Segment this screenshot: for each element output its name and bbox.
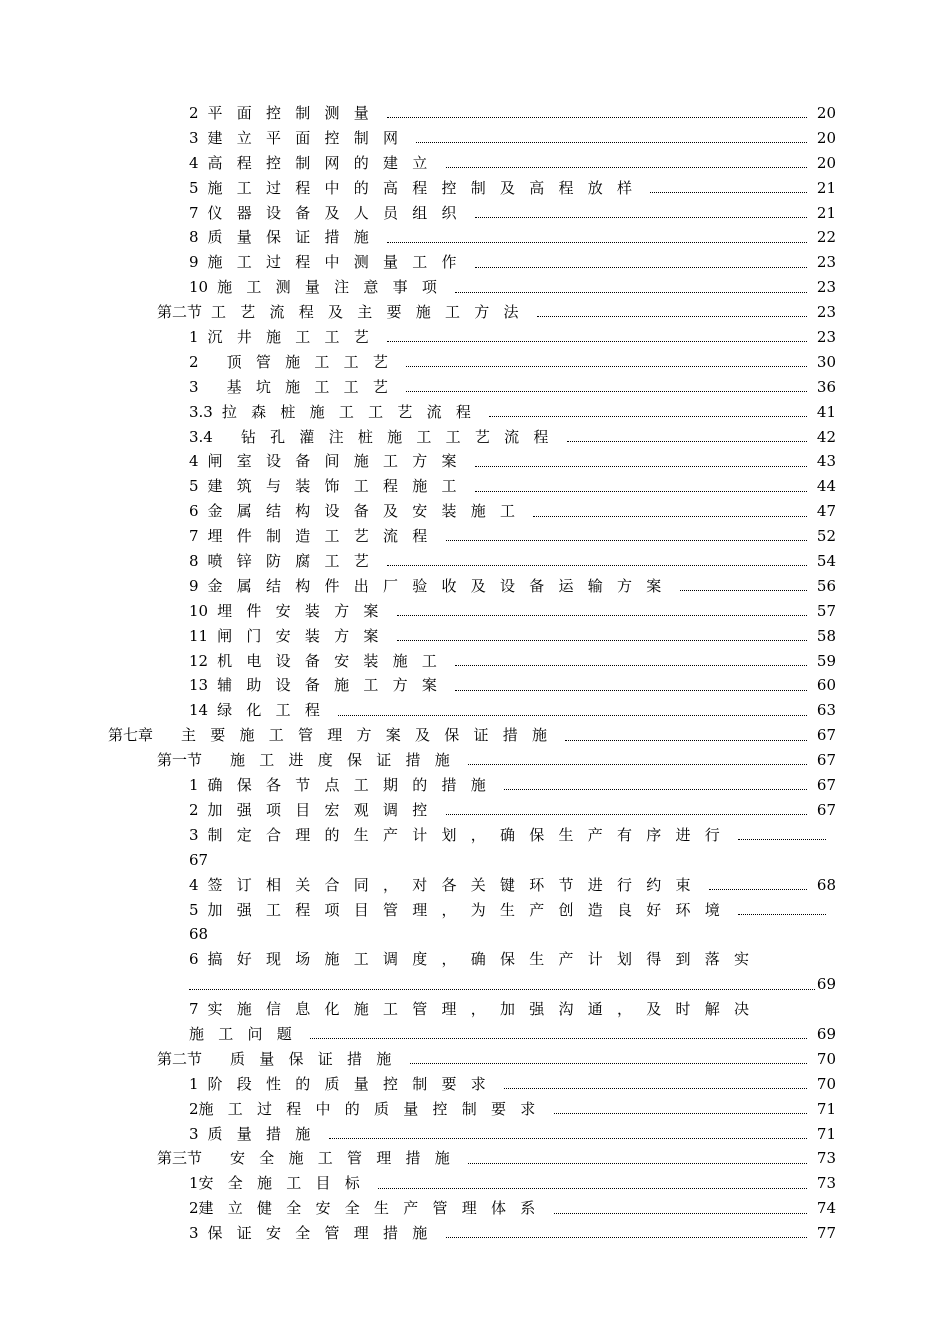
toc-entry[interactable]: [189, 375, 950, 400]
dot-leader: [504, 778, 807, 793]
toc-entry-number: 2: [189, 1199, 199, 1218]
dot-leader: [397, 604, 807, 619]
toc-entry-title: 阶段性的质量控制要求: [207, 1074, 501, 1093]
toc-entry[interactable]: [189, 400, 950, 425]
toc-row: [189, 350, 836, 375]
toc-entry-label: [189, 524, 442, 549]
toc-entry[interactable]: [189, 1072, 950, 1097]
toc-entry-label: [189, 624, 393, 649]
dot-leader: [406, 380, 807, 395]
toc-row: [189, 898, 836, 923]
toc-entry[interactable]: [157, 748, 950, 773]
toc-entry-page: 20: [816, 104, 836, 122]
toc-entry-page: 57: [816, 601, 836, 620]
toc-entry-number: 7: [189, 527, 199, 546]
toc-entry-page: 56: [816, 576, 836, 595]
toc-row: [189, 673, 836, 698]
toc-entry-number: 7: [189, 203, 199, 222]
toc-row: [189, 947, 836, 972]
toc-entry-number: 2: [189, 352, 199, 371]
toc-entry-number: 10: [189, 278, 209, 297]
toc-entry-page: 71: [816, 1099, 836, 1118]
toc-entry-page: 20: [816, 153, 836, 172]
toc-entry-number: 3: [189, 128, 199, 147]
toc-row-continued: [189, 1022, 836, 1047]
toc-row: [189, 1221, 836, 1246]
toc-entry-number: 第一节: [157, 751, 203, 770]
toc-entry[interactable]: [189, 649, 950, 674]
toc-entry-page: 67: [816, 751, 836, 770]
toc-entry-number: 4: [189, 452, 199, 471]
toc-row: [189, 624, 836, 649]
toc-entry-label: [189, 151, 442, 176]
toc-row: [157, 300, 836, 325]
toc-entry-number: 3.4: [189, 427, 213, 446]
toc-entry-title: 辅助设备施工方案: [217, 676, 452, 695]
toc-row: [189, 997, 836, 1022]
toc-entry-page: 52: [816, 527, 836, 546]
toc-entry-page: 23: [816, 303, 836, 322]
dot-leader: [329, 1127, 807, 1142]
toc-entry-label: [189, 1072, 500, 1097]
toc-entry-page: 41: [816, 402, 836, 421]
dot-leader: [567, 430, 807, 445]
toc-entry-page: 58: [816, 626, 836, 645]
toc-row: [157, 748, 836, 773]
toc-entry[interactable]: [189, 898, 950, 948]
toc-entry-page: 30: [816, 352, 836, 371]
toc-entry[interactable]: [189, 798, 950, 823]
toc-entry-title: 质量措施: [207, 1124, 325, 1143]
toc-row: [189, 449, 836, 474]
dot-leader: [446, 156, 807, 171]
toc-entry[interactable]: [189, 101, 950, 126]
dot-leader: [489, 405, 807, 420]
dot-leader: [475, 206, 807, 221]
toc-entry-number: 12: [189, 651, 209, 670]
toc-entry-page: 67: [189, 850, 209, 869]
toc-row: [189, 101, 836, 126]
toc-entry-title: 施工过程中的高程控制及高程放样: [207, 178, 647, 197]
toc-row: [189, 773, 836, 798]
toc-entry-label: [189, 350, 402, 375]
toc-entry-page: 67: [816, 776, 836, 795]
toc-row: [189, 649, 836, 674]
toc-entry-label: [189, 126, 412, 151]
toc-entry-page: 77: [816, 1224, 836, 1243]
toc-entry-number: 4: [189, 153, 199, 172]
toc-entry-title: 仪器设备及人员组织: [207, 203, 471, 222]
toc-row: [189, 499, 836, 524]
toc-entry-page: 67: [816, 800, 836, 819]
toc-entry-number: 7: [189, 1000, 199, 1019]
toc-entry-page: 44: [816, 477, 836, 496]
toc-row-continued: [189, 972, 836, 997]
toc-entry-label: [189, 1122, 325, 1147]
toc-entry-label: [189, 425, 563, 450]
toc-entry[interactable]: [189, 325, 950, 350]
toc-entry-page: 67: [816, 726, 836, 745]
toc-entry-title: 施工过程中的质量控制要求: [198, 1099, 550, 1118]
toc-entry[interactable]: [189, 449, 950, 474]
dot-leader: [738, 903, 826, 918]
dot-leader: [378, 1177, 807, 1192]
toc-entry-title: 加强项目宏观调控: [207, 800, 442, 819]
toc-row: [189, 549, 836, 574]
toc-entry-number: 第二节: [157, 1049, 203, 1068]
toc-entry-label: [157, 1146, 464, 1171]
toc-entry-title: 绿化工程: [217, 701, 335, 720]
toc-entry[interactable]: [189, 1171, 950, 1196]
toc-row: [189, 375, 836, 400]
toc-entry-title: 闸门安装方案: [217, 626, 393, 645]
toc-entry[interactable]: [189, 873, 950, 898]
toc-row: [189, 250, 836, 275]
toc-entry[interactable]: [189, 275, 950, 300]
dot-leader: [416, 131, 807, 146]
toc-entry-title: 搞好现场施工调度，确保生产计划得到落实: [207, 950, 764, 969]
dot-leader: [650, 181, 807, 196]
toc-entry-page: 63: [816, 701, 836, 720]
toc-row: [189, 201, 836, 226]
toc-entry-page: 68: [189, 925, 209, 944]
toc-entry[interactable]: [189, 947, 950, 997]
toc-entry-page: 43: [816, 452, 836, 471]
toc-row: [189, 823, 836, 848]
toc-entry-page: 23: [816, 278, 836, 297]
dot-leader: [455, 281, 807, 296]
toc-entry-page: 74: [816, 1199, 836, 1218]
toc-entry-number: 1: [189, 1174, 199, 1193]
toc-row: [189, 574, 836, 599]
toc-entry-number: 9: [189, 576, 199, 595]
toc-entry-title: 建立健全安全生产管理体系: [198, 1199, 550, 1218]
toc-entry-label: [189, 823, 734, 848]
dot-leader: [446, 529, 807, 544]
toc-entry-title: 拉森桩施工工艺流程: [221, 402, 486, 421]
toc-entry-page: 47: [816, 502, 836, 521]
dot-leader: [680, 579, 807, 594]
toc-entry-title: 建立平面控制网: [207, 128, 413, 147]
toc-entry[interactable]: [189, 126, 950, 151]
toc-entry[interactable]: [189, 673, 950, 698]
toc-entry[interactable]: [189, 499, 950, 524]
toc-row: [189, 425, 836, 450]
toc-entry-label: [189, 698, 334, 723]
toc-entry[interactable]: [189, 225, 950, 250]
toc-entry-title: 机电设备安装施工: [217, 651, 452, 670]
toc-row: [108, 723, 836, 748]
toc-entry-title: 埋件制造工艺流程: [207, 527, 442, 546]
dot-leader: [387, 231, 807, 246]
toc-entry-label: [189, 250, 471, 275]
toc-entry-label: [189, 599, 393, 624]
toc-row: [189, 798, 836, 823]
toc-entry-label: [189, 400, 485, 425]
dot-leader: [410, 1052, 807, 1067]
toc-entry-title-continued: 施工问题: [189, 1025, 307, 1044]
toc-entry-label: [189, 101, 383, 126]
toc-entry-page: 22: [816, 228, 836, 247]
toc-entry-number: 11: [189, 626, 209, 645]
toc-entry-label: [189, 1171, 374, 1196]
toc-entry-title: 制定合理的生产计划，确保生产有序进行: [207, 825, 735, 844]
dot-leader: [554, 1202, 807, 1217]
toc-entry-label: [189, 325, 383, 350]
toc-entry-title: 金属结构件出厂验收及设备运输方案: [207, 576, 676, 595]
toc-entry-number: 9: [189, 253, 199, 272]
toc-entry[interactable]: [189, 599, 950, 624]
toc-entry[interactable]: [157, 300, 950, 325]
toc-entry[interactable]: [189, 151, 950, 176]
toc-entry-title: 平面控制测量: [207, 104, 384, 122]
toc-entry-number: 3: [189, 1224, 199, 1243]
toc-entry-title: 顶管施工工艺: [207, 352, 403, 371]
toc-entry-number: 3: [189, 377, 199, 396]
toc-entry[interactable]: [189, 1097, 950, 1122]
toc-entry-title: 质量保证措施: [211, 1049, 406, 1068]
toc-row: [189, 599, 836, 624]
toc-entry-page: 54: [816, 552, 836, 571]
toc-row: [157, 1146, 836, 1171]
toc-entry-label: [157, 1047, 406, 1072]
toc-entry[interactable]: [189, 549, 950, 574]
toc-entry-number: 5: [189, 900, 199, 919]
dot-leader: [387, 330, 807, 345]
toc-entry[interactable]: [189, 425, 950, 450]
toc-entry-page: 68: [816, 875, 836, 894]
toc-entry-number: 6: [189, 502, 199, 521]
toc-row: [189, 873, 836, 898]
toc-entry-title: 金属结构设备及安装施工: [207, 502, 530, 521]
toc-entry-page: 69: [816, 1025, 836, 1044]
toc-entry-label: [189, 225, 383, 250]
toc-entry[interactable]: [189, 698, 950, 723]
table-of-contents: [0, 101, 950, 1246]
toc-entry-title: 沉井施工工艺: [207, 328, 384, 347]
toc-entry-number: 2: [189, 1099, 199, 1118]
dot-leader: [455, 679, 807, 694]
toc-entry-page: 23: [816, 328, 836, 347]
toc-entry-page: 73: [816, 1174, 836, 1193]
toc-entry-label: [189, 798, 442, 823]
dot-leader: [533, 505, 807, 520]
toc-row: [189, 1122, 836, 1147]
dot-leader: [504, 1077, 807, 1092]
dot-leader: [709, 878, 807, 893]
toc-entry-title: 建筑与装饰工程施工: [207, 477, 471, 496]
toc-entry-number: 5: [189, 178, 199, 197]
toc-entry-label: [189, 873, 705, 898]
toc-entry[interactable]: [189, 524, 950, 549]
dot-leader: [738, 828, 826, 843]
dot-leader: [468, 1152, 807, 1167]
toc-row: [189, 176, 836, 201]
toc-entry-page: 59: [816, 651, 836, 670]
toc-entry[interactable]: [189, 176, 950, 201]
toc-row: [189, 325, 836, 350]
toc-entry-title: 保证安全管理措施: [207, 1224, 442, 1243]
toc-entry[interactable]: [189, 574, 950, 599]
dot-leader: [554, 1102, 807, 1117]
dot-leader: [446, 803, 807, 818]
toc-entry-label: [189, 549, 383, 574]
toc-entry-number: 4: [189, 875, 199, 894]
toc-entry[interactable]: [189, 773, 950, 798]
toc-entry-page: 20: [816, 128, 836, 147]
toc-entry[interactable]: [189, 350, 950, 375]
toc-entry-label: [189, 499, 529, 524]
toc-entry-page: 73: [816, 1149, 836, 1168]
toc-entry-title: 施工过程中测量工作: [207, 253, 471, 272]
toc-row: [189, 151, 836, 176]
toc-entry-label: [189, 1196, 550, 1221]
toc-entry[interactable]: [108, 723, 950, 748]
toc-row: [189, 1097, 836, 1122]
toc-row: [189, 1171, 836, 1196]
toc-row: [189, 400, 836, 425]
toc-entry-number: 10: [189, 601, 209, 620]
toc-entry-number: 2: [189, 104, 199, 122]
toc-entry-label: [189, 1221, 442, 1246]
toc-entry-number: 1: [189, 328, 199, 347]
toc-row: [189, 225, 836, 250]
toc-entry-page: 69: [816, 975, 836, 994]
toc-entry-title: 安全施工管理措施: [211, 1149, 465, 1168]
dot-leader: [189, 978, 815, 993]
toc-entry-page: 21: [816, 203, 836, 222]
toc-entry-number: 6: [189, 950, 199, 969]
toc-entry-number: 2: [189, 800, 199, 819]
toc-entry-number: 14: [189, 701, 209, 720]
toc-entry[interactable]: [189, 997, 950, 1047]
toc-entry-title: 喷锌防腐工艺: [207, 552, 384, 571]
toc-entry-number: 13: [189, 676, 209, 695]
toc-entry-label: [189, 176, 646, 201]
toc-entry-label: [189, 673, 451, 698]
toc-row: [189, 474, 836, 499]
toc-entry-page: 21: [816, 178, 836, 197]
toc-entry[interactable]: [157, 1047, 950, 1072]
dot-leader: [446, 1226, 807, 1241]
toc-entry-label: [189, 649, 451, 674]
toc-entry-label: [189, 275, 451, 300]
toc-entry-title: 钻孔灌注桩施工工艺流程: [221, 427, 563, 446]
toc-entry-label: [189, 375, 402, 400]
toc-entry[interactable]: [189, 1196, 950, 1221]
toc-entry-label: [189, 474, 471, 499]
dot-leader: [475, 480, 807, 495]
toc-entry-title: 主要施工管理方案及保证措施: [162, 726, 562, 745]
toc-entry-page: 36: [816, 377, 836, 396]
toc-entry-label: [157, 748, 464, 773]
dot-leader: [387, 106, 807, 121]
toc-entry-number: 3: [189, 1124, 199, 1143]
toc-entry[interactable]: [189, 201, 950, 226]
toc-entry-label: [189, 773, 500, 798]
toc-row: [189, 126, 836, 151]
dot-leader: [475, 455, 807, 470]
toc-entry-page: 71: [816, 1124, 836, 1143]
toc-entry[interactable]: [189, 250, 950, 275]
toc-entry-title: 安全施工目标: [198, 1174, 375, 1193]
toc-entry-number: 8: [189, 552, 199, 571]
toc-entry-label: [189, 997, 763, 1022]
toc-entry-title: 闸室设备间施工方案: [207, 452, 471, 471]
toc-entry-page: 60: [816, 676, 836, 695]
toc-entry-page: 23: [816, 253, 836, 272]
toc-entry-page: 70: [816, 1074, 836, 1093]
toc-entry[interactable]: [189, 1221, 950, 1246]
toc-entry-title: 埋件安装方案: [217, 601, 393, 620]
toc-entry-number: 第二节: [157, 303, 203, 322]
toc-entry-label: [189, 574, 676, 599]
toc-entry-number: 1: [189, 1074, 199, 1093]
toc-entry-label: [189, 201, 471, 226]
dot-leader: [397, 629, 807, 644]
toc-row: [189, 698, 836, 723]
toc-entry-label: [157, 300, 533, 325]
toc-entry-title: 加强工程项目管理，为生产创造良好环境: [207, 900, 735, 919]
toc-row: [189, 524, 836, 549]
toc-entry[interactable]: [189, 1122, 950, 1147]
toc-entry[interactable]: [189, 624, 950, 649]
toc-entry-number: 第七章: [108, 726, 154, 745]
toc-entry-label: [189, 449, 471, 474]
toc-row: [189, 1196, 836, 1221]
toc-entry-label: [189, 898, 734, 923]
toc-entry[interactable]: [157, 1146, 950, 1171]
dot-leader: [455, 654, 807, 669]
toc-entry-number: 3.3: [189, 402, 213, 421]
toc-entry-page: 70: [816, 1049, 836, 1068]
dot-leader: [387, 554, 807, 569]
toc-row: [157, 1047, 836, 1072]
toc-entry[interactable]: [189, 823, 950, 873]
toc-entry-number: 3: [189, 825, 199, 844]
toc-entry-page: 42: [816, 427, 836, 446]
dot-leader: [537, 305, 807, 320]
dot-leader: [475, 256, 807, 271]
dot-leader: [565, 729, 807, 744]
toc-entry-number: 第三节: [157, 1149, 203, 1168]
toc-entry-title: 质量保证措施: [207, 228, 384, 247]
toc-row: [189, 275, 836, 300]
toc-entry-label: [189, 1097, 550, 1122]
toc-entry-label: [108, 723, 561, 748]
toc-entry-title: 工艺流程及主要施工方法: [211, 303, 533, 322]
toc-entry[interactable]: [189, 474, 950, 499]
toc-entry-number: 8: [189, 228, 199, 247]
toc-entry-label: [189, 947, 763, 972]
toc-entry-title: 实施信息化施工管理，加强沟通，及时解决: [207, 1000, 764, 1019]
toc-entry-number: 5: [189, 477, 199, 496]
toc-entry-title: 施工进度保证措施: [211, 751, 465, 770]
dot-leader: [338, 704, 807, 719]
toc-entry-title: 施工测量注意事项: [217, 278, 452, 297]
toc-row: [189, 1072, 836, 1097]
dot-leader: [310, 1027, 807, 1042]
dot-leader: [468, 753, 807, 768]
toc-entry-title: 基坑施工工艺: [207, 377, 403, 396]
toc-entry-title: 签订相关合同，对各关键环节进行约束: [207, 875, 705, 894]
toc-entry-title: 高程控制网的建立: [207, 153, 442, 172]
toc-entry-title: 确保各节点工期的措施: [207, 776, 501, 795]
toc-entry-number: 1: [189, 776, 199, 795]
dot-leader: [406, 355, 807, 370]
